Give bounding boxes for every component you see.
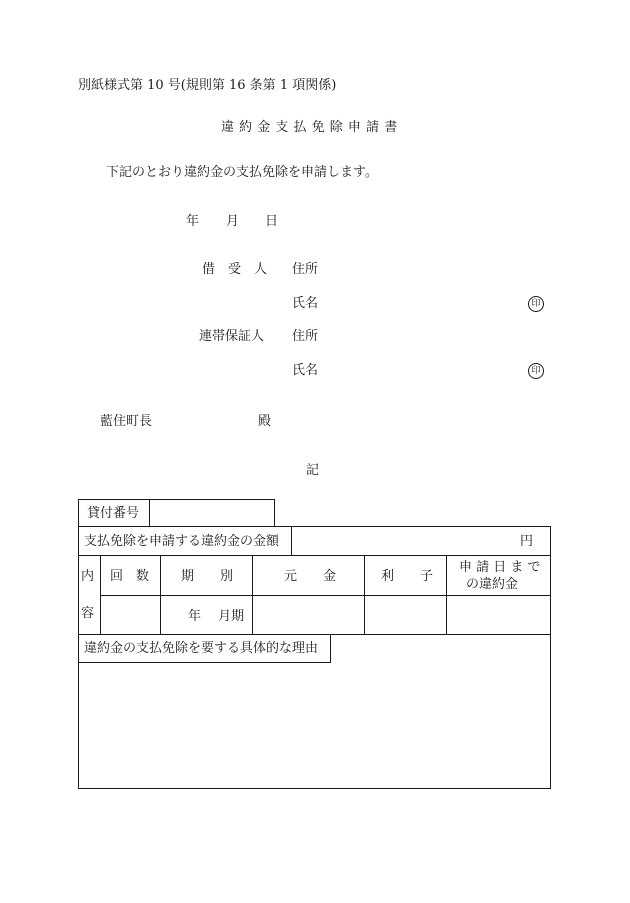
borrower-role-label: 借 受 人 — [202, 262, 268, 277]
addressee-honorific: 殿 — [258, 414, 272, 429]
form-number: 別紙様式第 10 号(規則第 16 条第 1 項関係) — [78, 78, 337, 93]
guarantor-address-label: 住所 — [292, 329, 319, 344]
date-year-label: 年 — [186, 214, 200, 229]
borrower-address-label: 住所 — [292, 262, 319, 277]
principal-header: 元 金 — [284, 569, 337, 584]
period-header: 期 別 — [181, 569, 234, 584]
guarantor-seal-icon: 印 — [528, 363, 544, 379]
guarantor-role-label: 連帯保証人 — [199, 329, 265, 344]
borrower-seal-icon: 印 — [528, 296, 544, 312]
document-title: 違 約 金 支 払 免 除 申 請 書 — [221, 120, 398, 135]
date-day-label: 日 — [265, 214, 279, 229]
ki-label: 記 — [306, 463, 320, 478]
reason-label: 違約金の支払免除を要する具体的な理由 — [84, 641, 319, 656]
penalty-header-line2: の違約金 — [466, 577, 519, 592]
content-side-label-top: 内 — [81, 569, 95, 584]
loan-number-label: 貸付番号 — [87, 506, 140, 521]
date-month-label: 月 — [226, 214, 240, 229]
period-value: 年 月期 — [188, 609, 245, 624]
count-header: 回 数 — [110, 569, 150, 584]
content-side-label-bottom: 容 — [81, 606, 95, 621]
intro-text: 下記のとおり違約金の支払免除を申請します。 — [106, 165, 378, 180]
amount-unit: 円 — [520, 534, 534, 549]
amount-label: 支払免除を申請する違約金の金額 — [84, 534, 280, 549]
penalty-header-line1: 申 請 日 ま で — [459, 560, 541, 575]
addressee-name: 藍住町長 — [100, 414, 153, 429]
borrower-name-label: 氏名 — [292, 296, 319, 311]
interest-header: 利 子 — [381, 569, 434, 584]
guarantor-name-label: 氏名 — [292, 363, 319, 378]
